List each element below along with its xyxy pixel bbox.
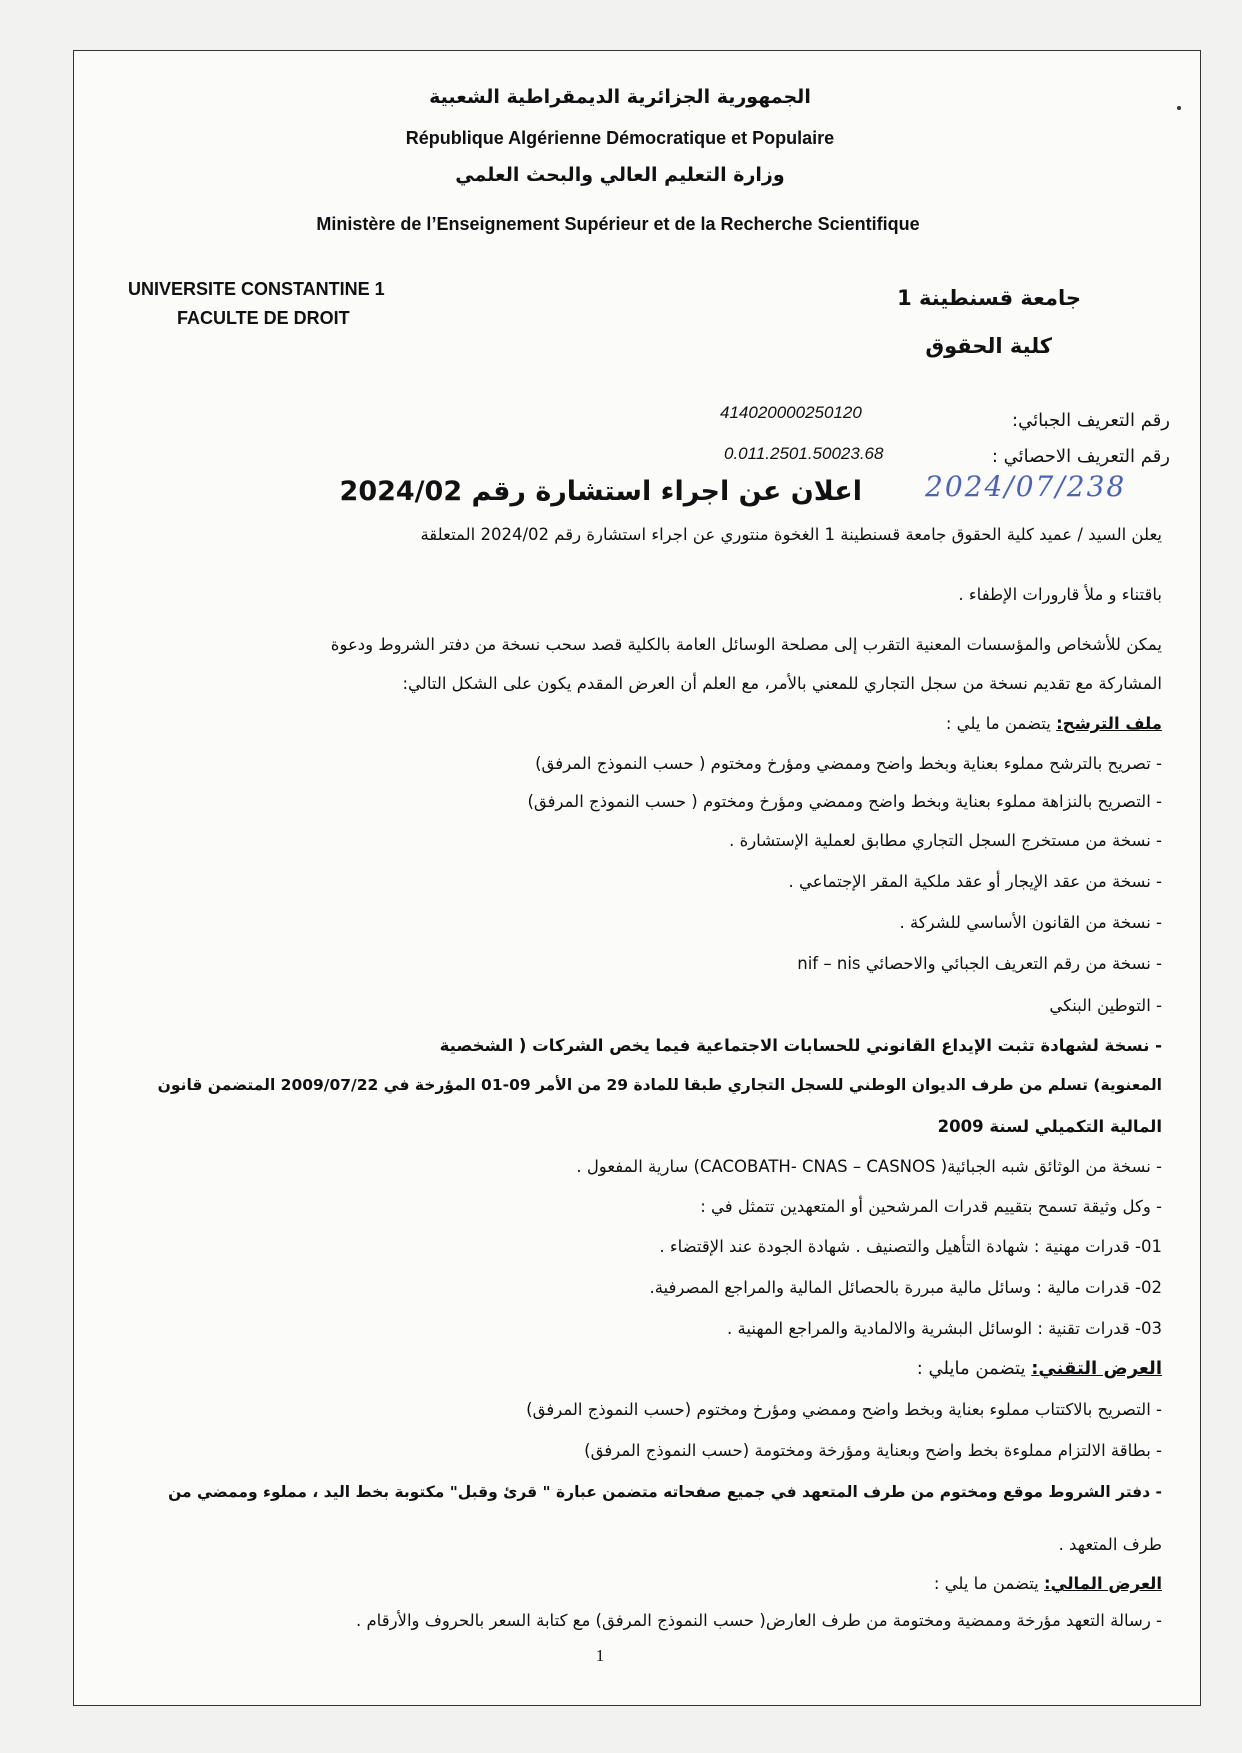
- republic-french: République Algérienne Démocratique et Populaire: [405, 128, 835, 148]
- candidacy-heading: [82, 712, 1162, 736]
- financial-subtitle: يتضمن ما يلي :: [933, 1574, 1045, 1593]
- technical-heading: [82, 1357, 1162, 1381]
- tax-id-value: 414020000250120: [720, 403, 862, 422]
- stat-id-value: 0.011.2501.50023.68: [724, 444, 884, 463]
- technical-item: - التصريح بالاكتتاب مملوء بعناية وبخط واضح وممضي ومؤرخ ومختوم (حسب النموذج المرفق): [526, 1400, 1162, 1419]
- financial-title: العرض المالي:: [1044, 1574, 1162, 1593]
- republic-arabic: الجمهورية الجزائرية الديمقراطية الشعبية: [429, 86, 811, 108]
- tax-id-label: رقم التعريف الجبائي:: [1012, 410, 1170, 431]
- candidacy-item: - نسخة من الوثائق شبه الجبائية( CACOBATH- CNAS – CASNOS) سارية المفعول .: [576, 1157, 1162, 1176]
- candidacy-item: المالية التكميلي لسنة 2009: [937, 1117, 1162, 1136]
- intro-line-3: يمكن للأشخاص والمؤسسات المعنية التقرب إلى مصلحة الوسائل العامة بالكلية قصد سحب نسخة من دفتر الشروط ودعوة: [330, 635, 1162, 654]
- financial-heading: [82, 1572, 1162, 1596]
- candidacy-item: 02- قدرات مالية : وسائل مالية مبررة بالحصائل المالية والمراجع المصرفية.: [649, 1278, 1162, 1297]
- ministry-arabic: وزارة التعليم العالي والبحث العلمي: [455, 164, 785, 186]
- technical-item: - دفتر الشروط موقع ومختوم من طرف المتعهد في جميع صفحاته متضمن عبارة " قرئ وقبل" مكتوبة بخط اليد ، مملوء وممضي من: [168, 1483, 1162, 1501]
- candidacy-item: - التصريح بالنزاهة مملوء بعناية وبخط واضح وممضي ومؤرخ ومختوم ( حسب النموذج المرفق): [527, 792, 1162, 811]
- intro-line-4: المشاركة مع تقديم نسخة من سجل التجاري للمعني بالأمر، مع العلم أن العرض المقدم يكون على الشكل التالي:: [402, 674, 1162, 693]
- candidacy-item: 03- قدرات تقنية : الوسائل البشرية والالمادية والمراجع المهنية .: [727, 1319, 1162, 1338]
- candidacy-item: - نسخة من عقد الإيجار أو عقد ملكية المقر الإجتماعي .: [788, 872, 1162, 891]
- faculty-name-arabic: كلية الحقوق: [925, 334, 1052, 358]
- candidacy-item: - نسخة من رقم التعريف الجبائي والاحصائي nif – nis: [797, 954, 1162, 973]
- scan-mark: [1177, 106, 1181, 110]
- notice-title: اعلان عن اجراء استشارة رقم 2024/02: [339, 476, 862, 507]
- technical-title: العرض التقني:: [1031, 1358, 1162, 1379]
- candidacy-item: - وكل وثيقة تسمح بتقييم قدرات المرشحين أو المتعهدين تتمثل في :: [700, 1197, 1162, 1216]
- technical-item: - بطاقة الالتزام مملوءة بخط واضح وبعناية ومؤرخة ومختومة (حسب النموذج المرفق): [584, 1441, 1162, 1460]
- ministry-french: Ministère de l’Enseignement Supérieur et de la Recherche Scientifique: [316, 214, 920, 234]
- candidacy-item: - تصريح بالترشح مملوء بعناية وبخط واضح وممضي ومؤرخ ومختوم ( حسب النموذج المرفق): [535, 754, 1162, 773]
- university-name-arabic: جامعة قسنطينة 1: [897, 286, 1081, 310]
- stat-id-label: رقم التعريف الاحصائي :: [991, 446, 1170, 467]
- technical-subtitle: يتضمن مايلي :: [916, 1358, 1032, 1379]
- candidacy-item: المعنوية) تسلم من طرف الديوان الوطني للسجل التجاري طبقا للمادة 29 من الأمر 09-01 المؤرخة في 2009/07/22 المتضمن قانون: [157, 1076, 1162, 1094]
- page-number: 1: [595, 1646, 605, 1665]
- candidacy-item: 01- قدرات مهنية : شهادة التأهيل والتصنيف . شهادة الجودة عند الإقتضاء .: [659, 1237, 1162, 1256]
- candidacy-item: - نسخة لشهادة تثبت الإيداع القانوني للحسابات الاجتماعية فيما يخص الشركات ( الشخصية: [439, 1036, 1162, 1055]
- candidacy-item: - التوطين البنكي: [1049, 996, 1162, 1015]
- intro-line-2: باقتناء و ملأ قارورات الإطفاء .: [958, 585, 1162, 604]
- candidacy-title: ملف الترشح:: [1056, 714, 1162, 733]
- candidacy-item: - نسخة من القانون الأساسي للشركة .: [899, 913, 1162, 932]
- intro-line-1: يعلن السيد / عميد كلية الحقوق جامعة قسنطينة 1 الغخوة منتوري عن اجراء استشارة رقم 2024/02 المتعلقة: [420, 525, 1162, 544]
- financial-item: - رسالة التعهد مؤرخة وممضية ومختومة من طرف العارض( حسب النموذج المرفق) مع كتابة السعر بالحروف والأرقام .: [355, 1611, 1162, 1630]
- handwritten-reference: 2024/07/238: [925, 470, 1127, 503]
- candidacy-item: - نسخة من مستخرج السجل التجاري مطابق لعملية الإستشارة .: [729, 831, 1162, 850]
- university-name-french: UNIVERSITE CONSTANTINE 1: [128, 279, 385, 299]
- faculty-name-french: FACULTE DE DROIT: [177, 308, 350, 328]
- candidacy-subtitle: يتضمن ما يلي :: [945, 714, 1057, 733]
- technical-item: طرف المتعهد .: [1058, 1535, 1162, 1554]
